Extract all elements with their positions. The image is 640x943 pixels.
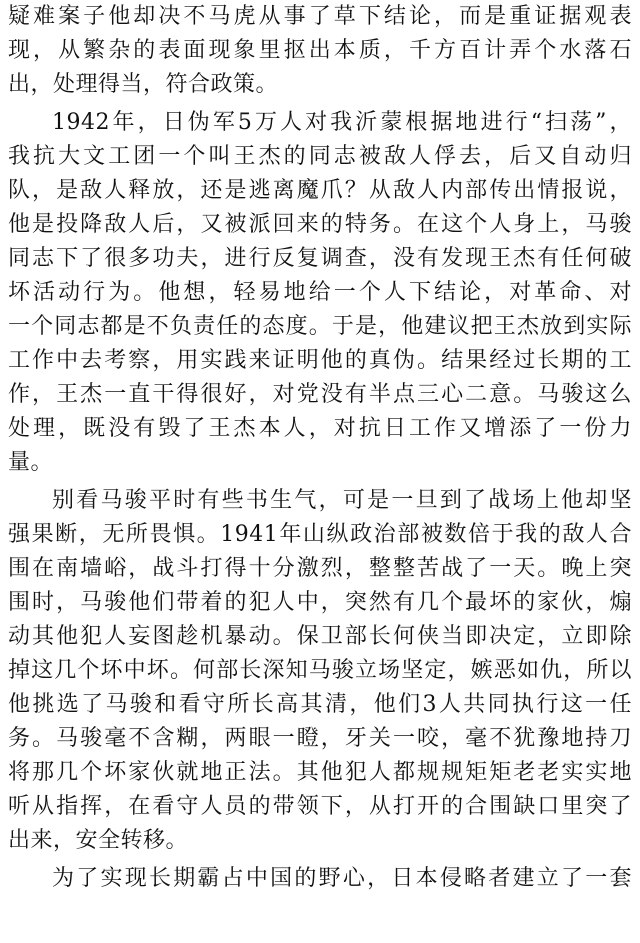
text-line: 同志下了很多功夫，进行反复调查，没有发现王杰有任何破 [8,246,632,271]
paragraph-2 [8,106,632,480]
text-line: 处理，既没有毁了王杰本人，对抗日工作又增添了一份力 [8,416,632,441]
text-line: 为了实现长期霸占中国的野心，日本侵略者建立了一套 [52,866,632,891]
text-line: 强果断，无所畏惧。1941年山纵政治部被数倍于我的敌人合 [8,522,632,547]
text-line: 动其他犯人妄图趁机暴动。保卫部长何侠当即决定，立即除 [8,624,632,649]
text-line: 1942年，日伪军5万人对我沂蒙根据地进行“扫荡”， [52,110,632,135]
text-line: 围时，马骏他们带着的犯人中，突然有几个最坏的家伙，煽 [8,590,632,615]
text-line: 他是投降敌人后，又被派回来的特务。在这个人身上，马骏 [8,212,632,237]
text-line: 别看马骏平时有些书生气，可是一旦到了战场上他却坚 [52,488,632,513]
text-line: 量。 [8,450,54,475]
paragraph-4 [8,862,632,896]
text-line: 听从指挥，在看守人员的带领下，从打开的合围缺口里突了 [8,794,632,819]
text-line: 我抗大文工团一个叫王杰的同志被敌人俘去，后又自动归 [8,144,632,169]
text-line: 他挑选了马骏和看守所长高其清，他们3人共同执行这一任 [8,692,632,717]
text-line: 现，从繁杂的表面现象里抠出本质，千方百计弄个水落石 [8,38,632,63]
text-line: 将那几个坏家伙就地正法。其他犯人都规规矩矩老老实实地 [8,760,632,785]
text-line: 队，是敌人释放，还是逃离魔爪？从敌人内部传出情报说， [8,178,632,203]
text-line: 务。马骏毫不含糊，两眼一瞪，牙关一咬，毫不犹豫地持刀 [8,726,632,751]
text-line: 工作中去考察，用实践来证明他的真伪。结果经过长期的工 [8,348,632,373]
text-line: 掉这几个坏中坏。何部长深知马骏立场坚定，嫉恶如仇，所以 [8,658,632,683]
text-line: 疑难案子他却决不马虎从事了草下结论，而是重证据观表 [8,4,632,29]
text-line: 一个同志都是不负责任的态度。于是，他建议把王杰放到实际 [8,314,632,339]
text-line: 出，处理得当，符合政策。 [8,72,279,97]
text-line: 围在南墙峪，战斗打得十分激烈，整整苦战了一天。晚上突 [8,556,632,581]
text-line: 坏活动行为。他想，轻易地给一个人下结论，对革命、对 [8,280,632,305]
text-line: 作，王杰一直干得很好，对党没有半点三心二意。马骏这么 [8,382,632,407]
paragraph-1 [8,0,632,102]
paragraph-3 [8,484,632,858]
text-line: 出来，安全转移。 [8,828,189,853]
